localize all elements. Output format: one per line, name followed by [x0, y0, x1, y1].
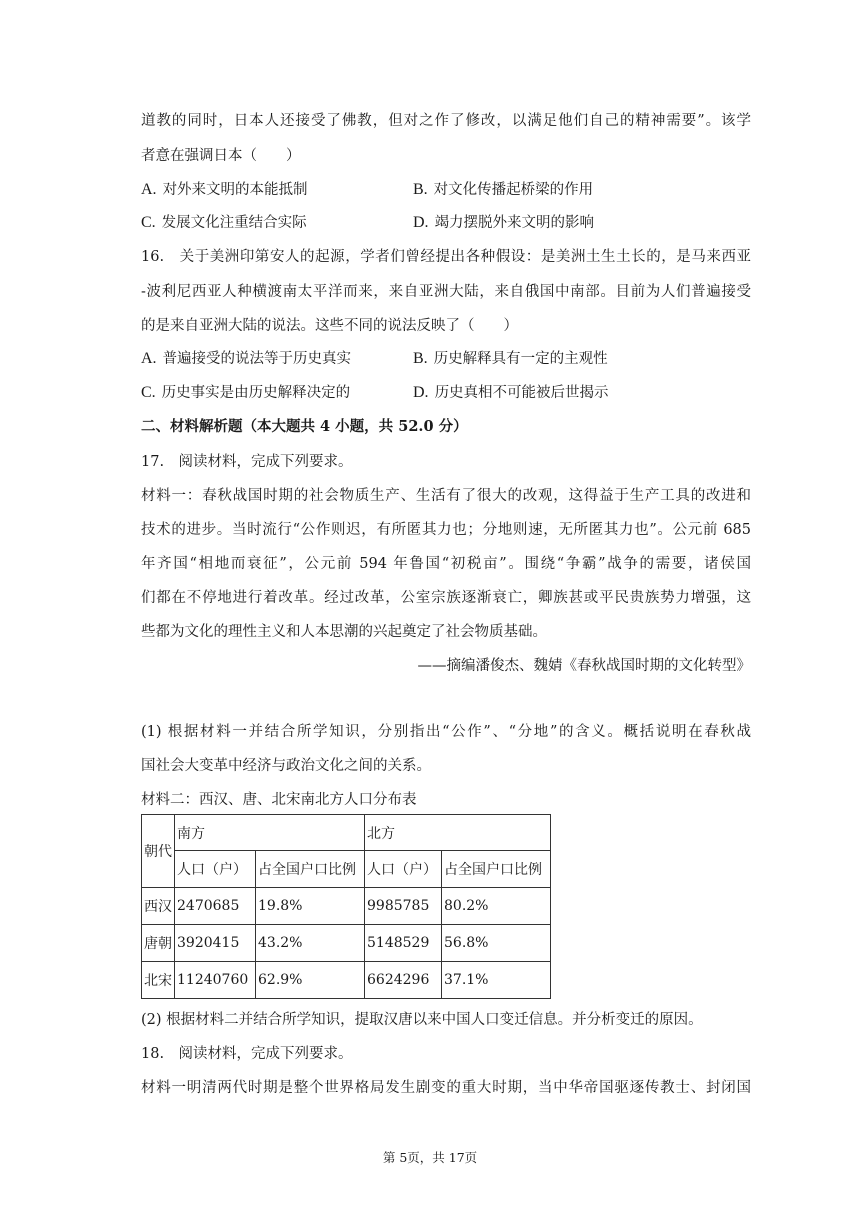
cell-south-pop: 2470685 — [175, 888, 256, 925]
subheader-south-pop: 人口（户） — [175, 851, 256, 888]
cell-north-pop: 9985785 — [365, 888, 442, 925]
q17-material-1-line: 材料一：春秋战国时期的社会物质生产、生活有了很大的改观，这得益于生产工具的改进和 — [141, 488, 751, 504]
subheader-north-pop: 人口（户） — [365, 851, 442, 888]
q16-option-c — [141, 383, 350, 403]
q18-intro: 18. 阅读材料，完成下列要求。 — [141, 1046, 353, 1062]
cell-north-ratio: 80.2% — [442, 888, 551, 925]
cell-south-ratio: 62.9% — [256, 962, 365, 999]
q17-material-1-source: ——摘编潘俊杰、魏婧《春秋战国时期的文化转型》 — [417, 658, 751, 674]
option-text: 对文化传播起桥梁的作用 — [433, 182, 594, 198]
q17-material-1-line: 们都在不停地进行着改革。经过改革，公室宗族逐渐衰亡，卿族甚或平民贵族势力增强，这 — [141, 590, 751, 606]
q17-material-1-line: 年齐国“相地而衰征”，公元前 594 年鲁国“初税亩”。围绕“争霸”战争的需要，诸侯国 — [141, 556, 751, 572]
cell-dynasty: 西汉 — [142, 888, 175, 925]
cell-north-pop: 6624296 — [365, 962, 442, 999]
option-text: 竭力摆脱外来文明的影响 — [434, 215, 595, 231]
table-row — [142, 888, 551, 925]
q15-text-line-2: 者意在强调日本（ ） — [141, 148, 301, 164]
cell-south-pop: 11240760 — [175, 962, 256, 999]
cell-north-ratio: 37.1% — [442, 962, 551, 999]
cell-dynasty: 北宋 — [142, 962, 175, 999]
option-text: 普遍接受的说法等于历史真实 — [162, 351, 352, 367]
q16-text-line-3: 的是来自亚洲大陆的说法。这些不同的说法反映了（ ） — [141, 318, 518, 334]
cell-north-ratio: 56.8% — [442, 925, 551, 962]
option-text: 历史事实是由历史解释决定的 — [161, 385, 351, 401]
table-row — [142, 962, 551, 999]
cell-dynasty: 唐朝 — [142, 925, 175, 962]
option-text: 历史真相不可能被后世揭示 — [434, 385, 609, 401]
option-letter: A. — [141, 181, 157, 198]
option-letter: A. — [141, 350, 157, 367]
q15-option-b — [413, 180, 593, 200]
option-letter: B. — [413, 181, 428, 198]
q15-option-c — [141, 213, 307, 233]
q16-option-b — [413, 349, 608, 369]
option-text: 对外来文明的本能抵制 — [162, 182, 308, 198]
q16-text-line-1: 16. 关于美洲印第安人的起源，学者们曾经提出各种假设：是美洲土生土长的，是马来西亚 — [141, 249, 751, 265]
q16-option-a — [141, 349, 351, 369]
section-heading: 二、材料解析题（本大题共 4 小题，共 52.0 分） — [141, 418, 468, 435]
option-letter: C. — [141, 214, 156, 231]
option-text: 历史解释具有一定的主观性 — [433, 351, 608, 367]
table-row — [142, 925, 551, 962]
header-north: 北方 — [365, 815, 551, 851]
q16-option-d — [413, 383, 609, 403]
q17-material-1-line: 些都为文化的理性主义和人本思潮的兴起奠定了社会物质基础。 — [141, 624, 547, 640]
cell-south-ratio: 43.2% — [256, 925, 365, 962]
table-subheader-row — [142, 851, 551, 888]
option-text: 发展文化注重结合实际 — [161, 215, 307, 231]
q17-intro: 17. 阅读材料，完成下列要求。 — [141, 454, 353, 470]
table-header-row — [142, 815, 551, 851]
q15-text-line-1: 道教的同时，日本人还接受了佛教，但对之作了修改，以满足他们自己的精神需要”。该学 — [141, 113, 751, 129]
page-footer: 第 5页，共 17页 — [382, 1150, 478, 1165]
header-south: 南方 — [175, 815, 365, 851]
q15-option-a — [141, 180, 308, 200]
subheader-north-ratio: 占全国户口比例 — [442, 851, 551, 888]
option-letter: D. — [413, 214, 429, 231]
q17-material-2-title: 材料二：西汉、唐、北宋南北方人口分布表 — [141, 792, 417, 808]
cell-north-pop: 5148529 — [365, 925, 442, 962]
q17-material-1-line: 技术的进步。当时流行“公作则迟，有所匿其力也；分地则速，无所匿其力也”。公元前 685 — [141, 522, 751, 538]
q18-material-1-line: 材料一明清两代时期是整个世界格局发生剧变的重大时期，当中华帝国驱逐传教士、封闭国 — [141, 1080, 751, 1096]
q17-sub-question-1-line: 国社会大变革中经济与政治文化之间的关系。 — [141, 758, 431, 774]
q17-sub-question-1-line: (1) 根据材料一并结合所学知识，分别指出“公作”、“分地”的含义。概括说明在春秋战 — [141, 724, 751, 740]
subheader-south-ratio: 占全国户口比例 — [256, 851, 365, 888]
option-letter: B. — [413, 350, 428, 367]
cell-south-ratio: 19.8% — [256, 888, 365, 925]
option-letter: D. — [413, 384, 429, 401]
q15-option-d — [413, 213, 594, 233]
q16-text-line-2: -波利尼西亚人种横渡南太平洋而来，来自亚洲大陆，来自俄国中南部。目前为人们普遍接受 — [141, 284, 751, 300]
population-table — [141, 814, 551, 999]
q17-sub-question-2: (2) 根据材料二并结合所学知识，提取汉唐以来中国人口变迁信息。并分析变迁的原因。 — [141, 1012, 703, 1028]
cell-south-pop: 3920415 — [175, 925, 256, 962]
header-dynasty: 朝代 — [142, 815, 175, 888]
option-letter: C. — [141, 384, 156, 401]
